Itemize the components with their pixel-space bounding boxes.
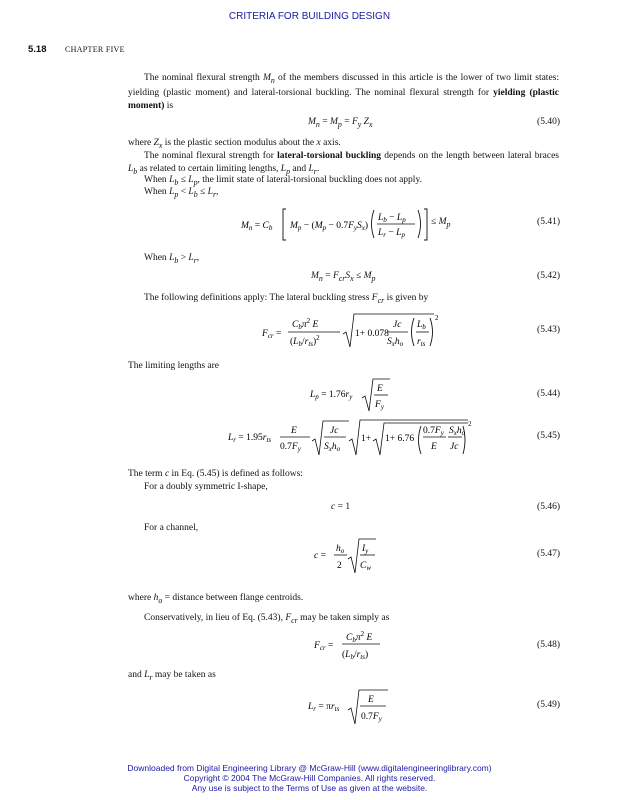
svg-text:Sxho: $S_xh_o$: [324, 442, 341, 453]
limiting-lengths-intro: The limiting lengths are: [128, 361, 220, 371]
download-footer: [0, 763, 619, 793]
svg-text:Lb: $L_b$: [417, 320, 426, 331]
equation-5-49: [308, 688, 388, 726]
running-title: CRITERIA FOR BUILDING DESIGN: [228, 11, 391, 22]
svg-text:Mn = Cb: $M_n = C_b$: [241, 221, 273, 232]
footer-download-line[interactable]: Downloaded from Digital Engineering Library @ McGraw-Hill (www.digitalengineeringlibrary.com): [127, 763, 492, 773]
svg-text:Mp − (Mp − 0.7FySx): $M_p - (M_p - 0.7F_yS_x)$: [290, 221, 369, 232]
svg-text:Fy: $F_y$: [375, 400, 384, 411]
svg-text:Sxho: $S_xh_o$: [449, 426, 466, 437]
footer-copyright-line: Copyright © 2004 The McGraw-Hill Companies. All rights reserved.: [183, 773, 436, 783]
svg-text:(Lb/rts)2: $(L_b/r_{ts})^2$: [290, 334, 320, 348]
zx-definition: where $Z_x$ is the plastic section modulus about the x axis.: [128, 138, 341, 150]
svg-text:(Lb/rts): $(L_b/r_{ts})$: [342, 650, 369, 661]
svg-text:E: E: [291, 426, 297, 436]
svg-text:Cbπ2 E: $C_b\pi^2$ E: [346, 630, 373, 644]
svg-text:Sxho: $S_xh_o$: [387, 337, 404, 348]
eq-number-5-40: (5.40): [537, 117, 560, 127]
svg-text:0.7Fy: $0.7F_y$: [361, 712, 382, 723]
svg-text:E: E: [431, 442, 437, 452]
condition-3: When $L_b > L_r$,: [144, 253, 200, 265]
svg-text:Lr − Lp: $L_r - L_p$: [378, 228, 405, 239]
equation-5-48: [314, 628, 384, 664]
equation-5-43: [262, 310, 442, 352]
conservative-intro: Conservatively, in lieu of Eq. (5.43), $F_{cr}$ may be taken simply as: [144, 613, 390, 625]
svg-text:Lr = πrts: $L_r = \pi r_{ts}$: [308, 702, 340, 713]
eq-number-5-42: (5.42): [537, 271, 560, 281]
eq-number-5-44: (5.44): [537, 389, 560, 399]
svg-text:Jc: Jc: [450, 442, 459, 452]
condition-1: When $L_b \le L_p$, the limit state of lateral-torsional buckling does not apply.: [144, 175, 422, 187]
svg-text:Fcr =: $F_{cr}$ =: [262, 329, 282, 340]
term-c-intro: The term c in Eq. (5.45) is defined as follows:: [128, 469, 303, 479]
equation-5-42: $M_n = F_{cr}S_x \le M_p$: [311, 271, 376, 283]
paragraph-intro: The nominal flexural strength $M_n$ of the members discussed in this article is the lower of two limit states: yielding (plastic moment) and lateral-torsional buckling. The nominal flexural strength for yielding (plastic moment) is: [128, 73, 559, 111]
svg-text:Lb − Lp: $L_b - L_p$: [378, 213, 406, 224]
equation-5-47: [314, 537, 384, 575]
eq-number-5-45: (5.45): [537, 431, 560, 441]
svg-text:Cbπ2 E: $C_b\pi^2$ E: [292, 317, 319, 331]
svg-text:Jc: Jc: [330, 426, 339, 436]
svg-text:ho: $h_o$: [336, 544, 345, 555]
doubly-symmetric-label: For a doubly symmetric I-shape,: [144, 482, 268, 492]
svg-text:2: 2: [435, 314, 439, 322]
svg-text:Fcr =: $F_{cr}$ =: [314, 641, 334, 652]
svg-text:2: 2: [337, 561, 342, 571]
eq-number-5-49: (5.49): [537, 700, 560, 710]
equation-5-40: $M_n = M_p = F_y$ $Z_x$: [308, 117, 373, 129]
svg-text:rts: $r_{ts}$: [417, 337, 426, 348]
svg-text:1+: 1+: [361, 434, 372, 444]
svg-text:0.7Fy: $0.7F_y$: [280, 442, 301, 453]
svg-text:Cw: $C_w$: [360, 561, 372, 572]
svg-text:Iy: $I_y$: [362, 544, 369, 555]
lr-intro: and $L_r$ may be taken as: [128, 670, 216, 682]
equation-5-45-exponent: 2: [468, 420, 472, 428]
equation-5-45: [228, 419, 468, 459]
paragraph-ltb: The nominal flexural strength for lateral-torsional buckling depends on the length between lateral braces $L_b$ as related to certain limiting lengths, $L_p$ and $L_r$.: [128, 151, 559, 176]
condition-2: When $L_p < L_b \le L_r$,: [144, 187, 219, 199]
ho-definition: where $h_o$ = distance between flange centroids.: [128, 593, 304, 605]
svg-text:E: E: [368, 695, 374, 705]
channel-label: For a channel,: [144, 523, 199, 533]
eq-number-5-43: (5.43): [537, 325, 560, 335]
svg-text:Lr = 1.95rts: $L_r = 1.95r_{ts}$: [228, 433, 272, 444]
svg-text:1+ 6.76: 1+ 6.76: [385, 434, 415, 444]
footer-terms-line[interactable]: Any use is subject to the Terms of Use as given at the website.: [191, 783, 428, 793]
equation-5-41-bound: ≤ $M_p$: [431, 217, 451, 229]
eq-number-5-48: (5.48): [537, 640, 560, 650]
equation-5-44: [310, 377, 390, 413]
eq-number-5-41: (5.41): [537, 217, 560, 227]
equation-5-41: [235, 204, 435, 244]
svg-text:Jc: Jc: [393, 320, 402, 330]
svg-text:E: E: [377, 384, 383, 394]
eq-number-5-46: (5.46): [537, 502, 560, 512]
page-number: 5.18: [28, 44, 47, 55]
chapter-label: CHAPTER FIVE: [65, 45, 125, 54]
svg-text:1+ 0.078: 1+ 0.078: [355, 329, 389, 339]
svg-text:c =: c =: [314, 551, 326, 561]
equation-5-46: c = 1: [331, 502, 351, 512]
svg-text:Lp = 1.76ry: $L_p = 1.76r_y$: [310, 390, 353, 401]
eq-number-5-47: (5.47): [537, 549, 560, 559]
svg-text:0.7Fy: $0.7F_y$: [423, 426, 444, 437]
definitions-intro: The following definitions apply: The lateral buckling stress $F_{cr}$ is given by: [144, 293, 429, 305]
